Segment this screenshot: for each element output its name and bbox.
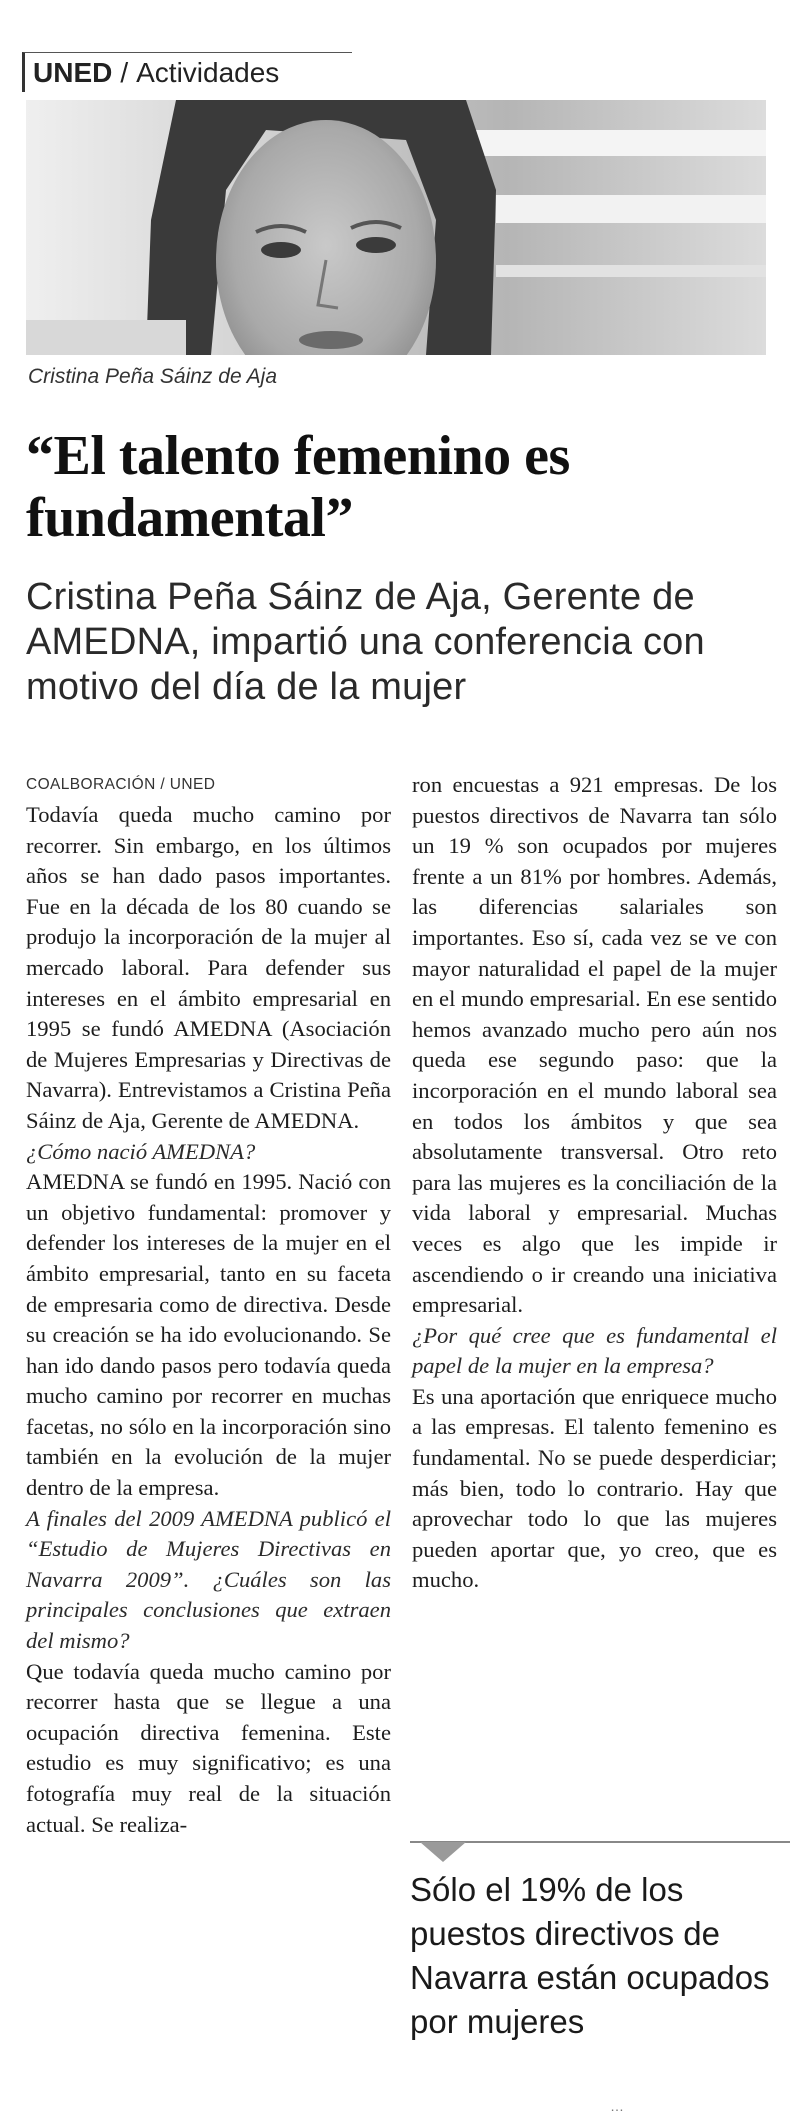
question: ¿Cómo nació AMEDNA? <box>26 1138 256 1164</box>
article-title: “El talento femenino es fundamental” <box>26 425 570 549</box>
triangle-icon <box>420 1842 466 1862</box>
answer-paragraph: ron encuestas a 921 empresas. De los puestos directivos de Navarra tan sólo un 19 % son ocupados por mujeres frente a un 81% por hombres. Además, las diferencias salariales son importantes. Eso sí, cada vez se ve con mayor naturalidad el papel de la mujer en el mundo empresarial. En ese sentido hemos avanzado mucho pero aún nos queda ese segundo paso: que la incorporación en el mundo laboral sea en todos los ámbitos y que sea absolutamente transversal. Otro reto para las mujeres es la conciliación de la vida laboral y empresarial. Muchas veces es algo que les impide ir ascendiendo o ir creando una iniciativa empresarial. <box>412 772 777 1318</box>
section-header <box>22 52 352 92</box>
article-photo <box>26 100 766 355</box>
article-column-right <box>412 770 777 1596</box>
page-footer: … <box>610 2098 624 2114</box>
article-byline: COALBORACIÓN / UNED <box>26 776 216 793</box>
section-name: UNED <box>33 56 113 88</box>
pull-quote: Sólo el 19% de los puestos directivos de Navarra están ocupados por mujeres <box>410 1871 770 2040</box>
answer-paragraph: Que todavía queda mucho camino por recorrer hasta que se llegue a una ocupación directiva femenina. Este estudio es muy significativo; es una fotografía muy real de la situación actual. Se realiza- <box>26 1658 391 1837</box>
article-column-left <box>26 770 391 1840</box>
section-separator: / <box>120 56 129 88</box>
article-subtitle: Cristina Peña Sáinz de Aja, Gerente de AMEDNA, impartió una conferencia con motivo del día de la mujer <box>26 576 705 708</box>
pull-quote-divider <box>410 1838 790 1868</box>
subsection-name: Actividades <box>136 56 280 88</box>
answer-paragraph: Es una aportación que enriquece mucho a las empresas. El talento femenino es fundamental. No se puede desperdiciar; más bien, todo lo contrario. Hay que aprovechar todo lo que las mujeres pueden aportar que, yo creo, que es mucho. <box>412 1383 777 1593</box>
answer-paragraph: AMEDNA se fundó en 1995. Nació con un objetivo fundamental: promover y defender los intereses de la mujer en el ámbito empresarial, tanto en su faceta de empresaria como de directiva. Desde su creación se ha ido evolucionando. Se han ido dando pasos pero todavía queda mucho camino por recorrer en muchas facetas, no sólo en la incorporación sino también en la evolución de la mujer dentro de la empresa. <box>26 1169 391 1501</box>
paragraph-intro: Todavía queda mucho camino por recorrer. Sin embargo, en los últimos años se han dado pasos importantes. Fue en la década de los 80 cuando se produjo la incorporación de la mujer al mercado laboral. Para defender sus intereses en el ámbito empresarial en 1995 se fundó AMEDNA (Asociación de Mujeres Empresarias y Directivas de Navarra). Entrevistamos a Cristina Peña Sáinz de Aja, Gerente de AMEDNA. <box>26 802 391 1133</box>
question: ¿Por qué cree que es fundamental el papel de la mujer en la empresa? <box>412 1322 777 1379</box>
photo-caption: Cristina Peña Sáinz de Aja <box>28 365 278 388</box>
question: A finales del 2009 AMEDNA publicó el “Estudio de Mujeres Directivas en Navarra 2009”. ¿Cuáles son las principales conclusiones que extraen del mismo? <box>26 1505 391 1654</box>
